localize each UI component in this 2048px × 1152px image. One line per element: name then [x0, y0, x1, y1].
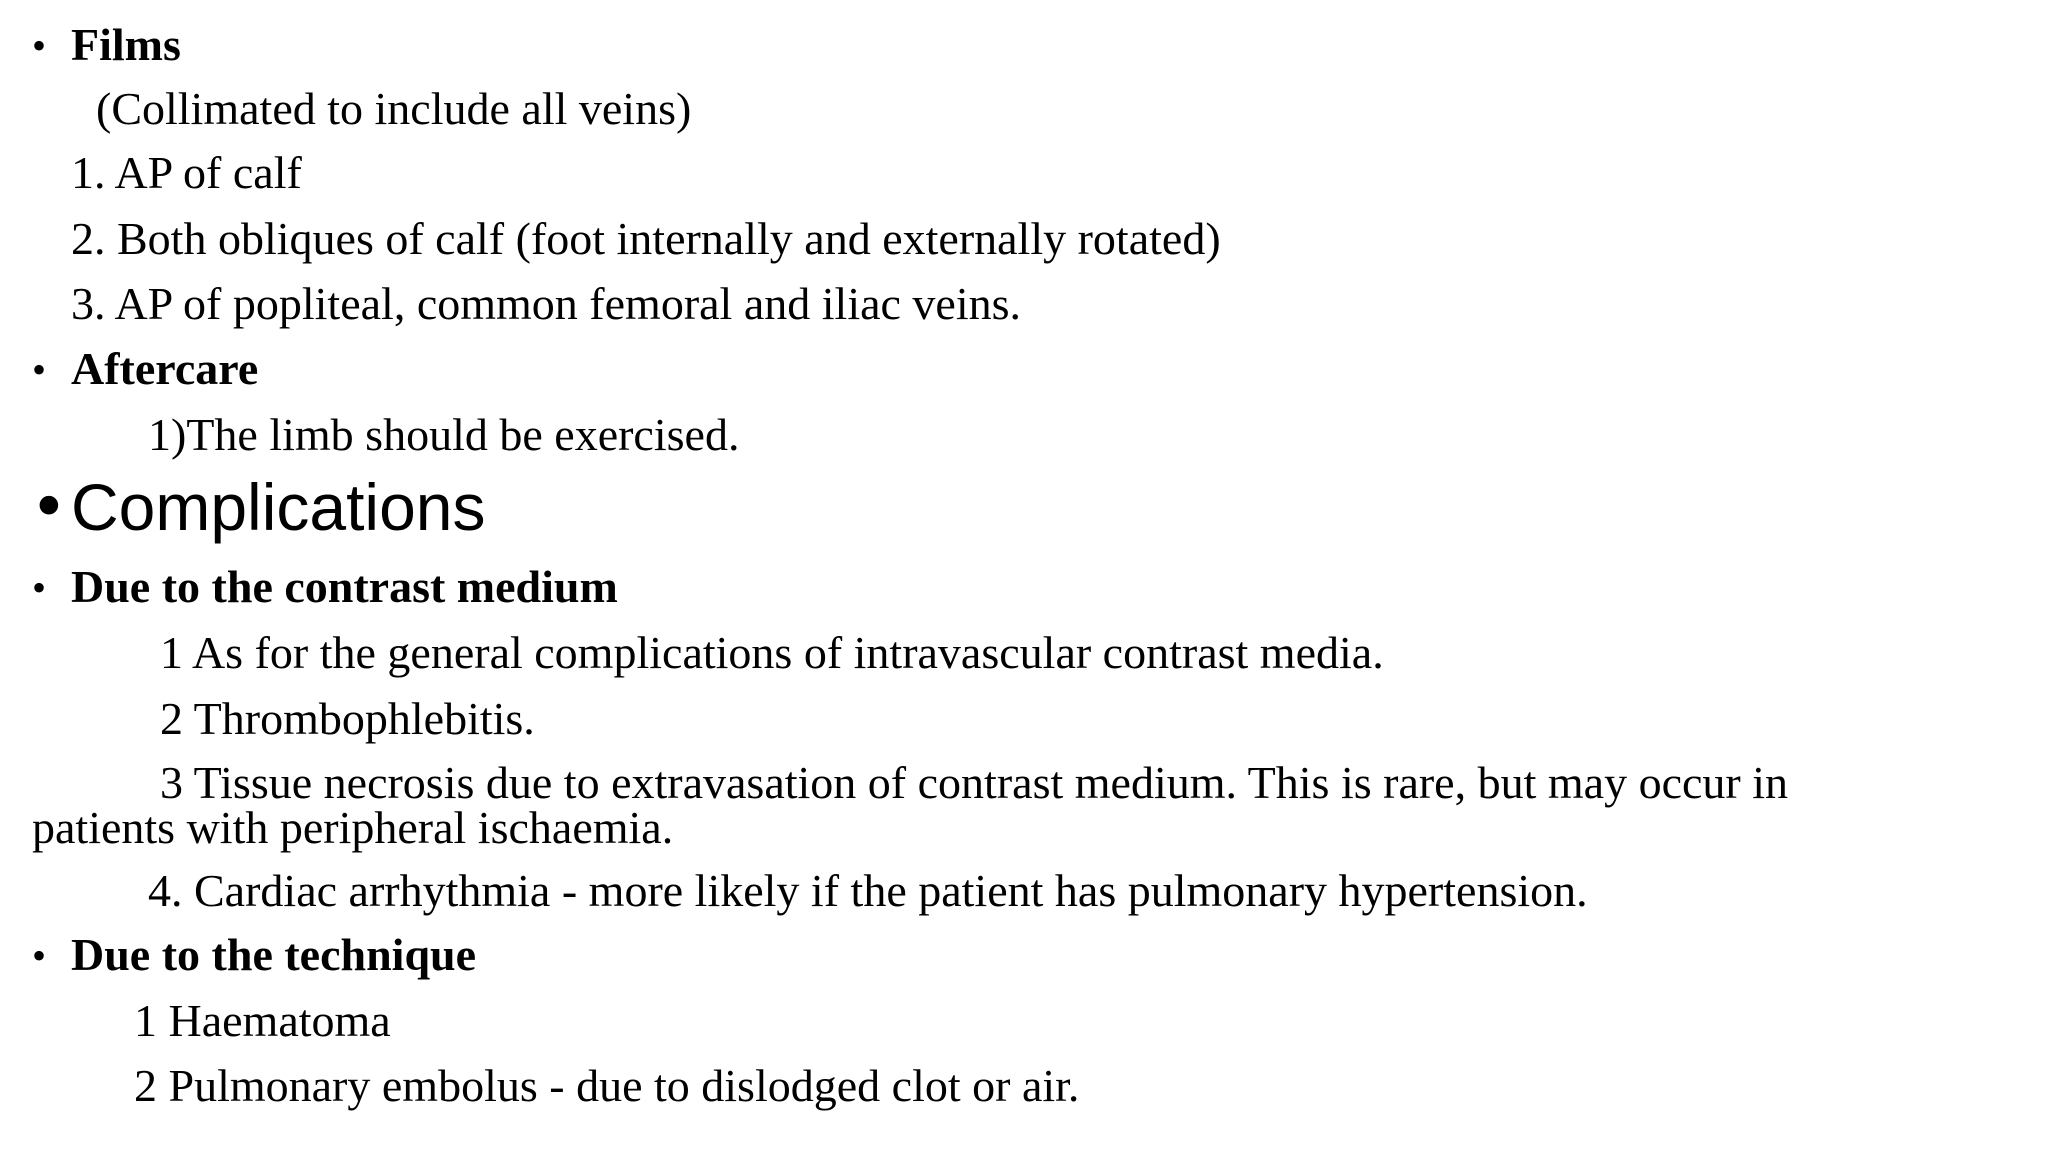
films-heading: Films: [71, 19, 181, 70]
contrast-heading: Due to the contrast medium: [71, 561, 618, 612]
contrast-item-continuation: patients with peripheral ischaemia.: [32, 802, 674, 853]
films-item: 1. AP of calf: [71, 147, 302, 198]
aftercare-item: 1)The limb should be exercised.: [148, 409, 740, 460]
technique-item: 2 Pulmonary embolus - due to dislodged clot or air.: [134, 1060, 1080, 1111]
complications-heading: Complications: [71, 470, 486, 544]
contrast-item: 4. Cardiac arrhythmia - more likely if the patient has pulmonary hypertension.: [148, 865, 1588, 916]
technique-item: 1 Haematoma: [134, 995, 391, 1046]
bullet-marker: •: [32, 347, 47, 392]
contrast-item: 2 Thrombophlebitis.: [160, 693, 535, 744]
bullet-marker: •: [32, 23, 47, 68]
films-item: 2. Both obliques of calf (foot internally and externally rotated): [71, 213, 1221, 264]
contrast-item: 3 Tissue necrosis due to extravasation of contrast medium. This is rare, but may occur in: [160, 757, 1789, 808]
films-note: (Collimated to include all veins): [96, 83, 692, 134]
aftercare-heading: Aftercare: [71, 343, 259, 394]
films-item: 3. AP of popliteal, common femoral and iliac veins.: [71, 278, 1022, 329]
technique-heading: Due to the technique: [71, 929, 477, 980]
bullet-marker: •: [30, 471, 68, 545]
bullet-marker: •: [32, 933, 47, 978]
contrast-item: 1 As for the general complications of intravascular contrast media.: [160, 627, 1384, 678]
bullet-marker: •: [32, 565, 47, 610]
